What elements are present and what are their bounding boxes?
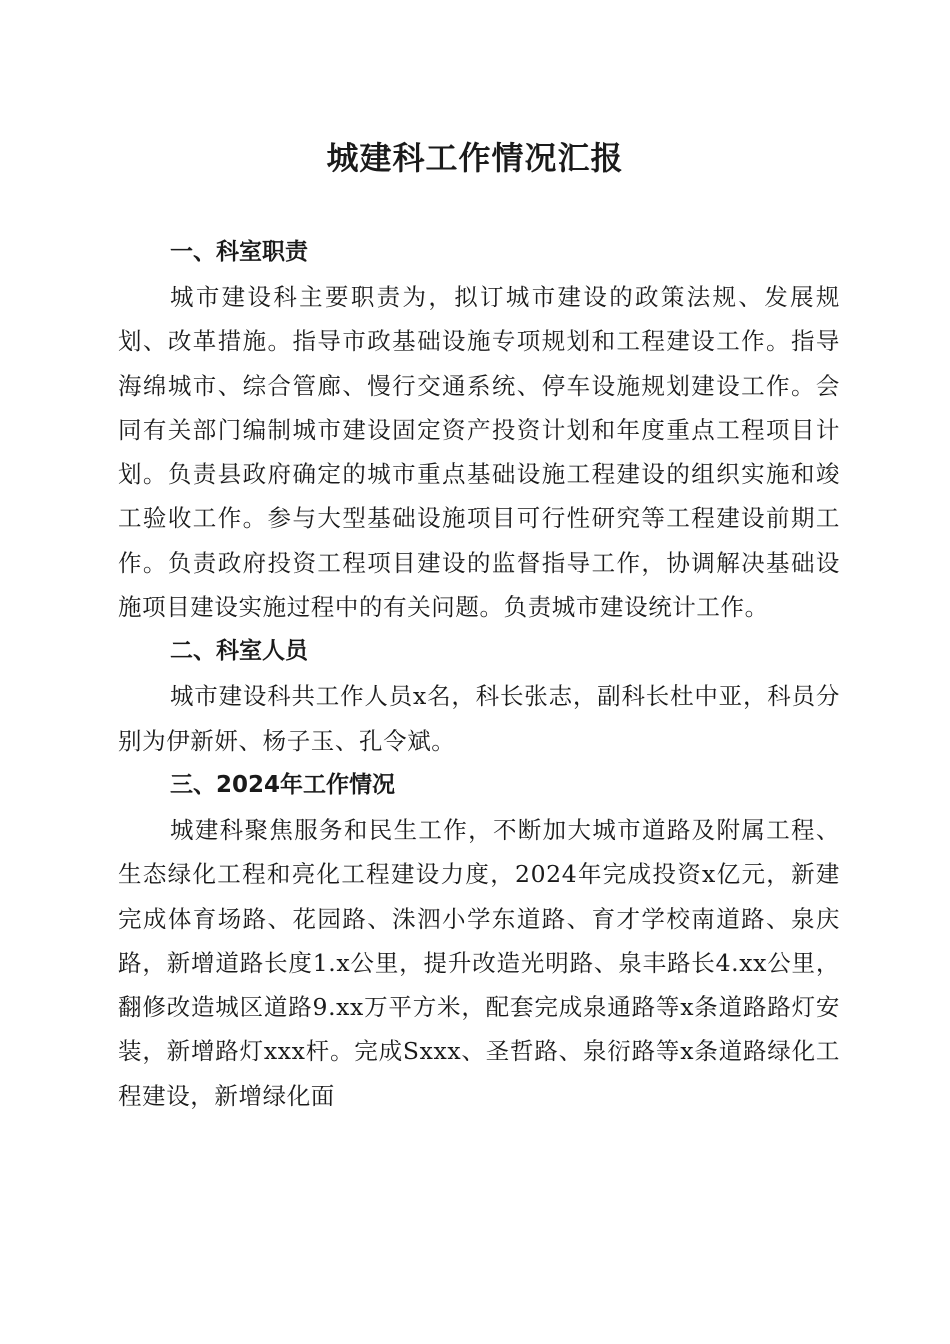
section-heading-duties: 一、科室职责 <box>170 239 308 265</box>
section-heading-staff: 二、科室人员 <box>170 638 308 665</box>
section-paragraph-staff: 城市建设科共工作人员x名，科长张志，副科长杜中亚，科员分别为伊新妍、杨子玉、孔令斌。 <box>118 682 840 755</box>
section-paragraph-work-2024: 城建科聚焦服务和民生工作，不断加大城市道路及附属工程、生态绿化工程和亮化工程建设力度，2024年完成投资x亿元，新建完成体育场路、花园路、洙泗小学东道路、育才学校南道路、泉庆路，新增道路长度1.x公里，提升改造光明路、泉丰路长4.xx公里，翻修改造城区道路9.xx万平方米，配套完成泉通路等x条道路路灯安装，新增路灯xxx杆。完成Sxxx、圣哲路、泉衍路等x条道路绿化工程建设，新增绿化面 <box>118 815 840 1110</box>
section-paragraph-duties: 城市建设科主要职责为，拟订城市建设的政策法规、发展规划、改革措施。指导市政基础设施专项规划和工程建设工作。指导海绵城市、综合管廊、慢行交通系统、停车设施规划建设工作。会同有关部门编制城市建设固定资产投资计划和年度重点工程项目计划。负责县政府确定的城市重点基础设施工程建设的组织实施和竣工验收工作。参与大型基础设施项目可行性研究等工程建设前期工作。负责政府投资工程项目建设的监督指导工作，协调解决基础设施项目建设实施过程中的有关问题。负责城市建设统计工作。 <box>118 283 840 622</box>
section-heading-work-2024: 三、2024年工作情况 <box>170 771 396 798</box>
document-body <box>118 230 840 1118</box>
document-title: 城建科工作情况汇报 <box>326 139 624 177</box>
